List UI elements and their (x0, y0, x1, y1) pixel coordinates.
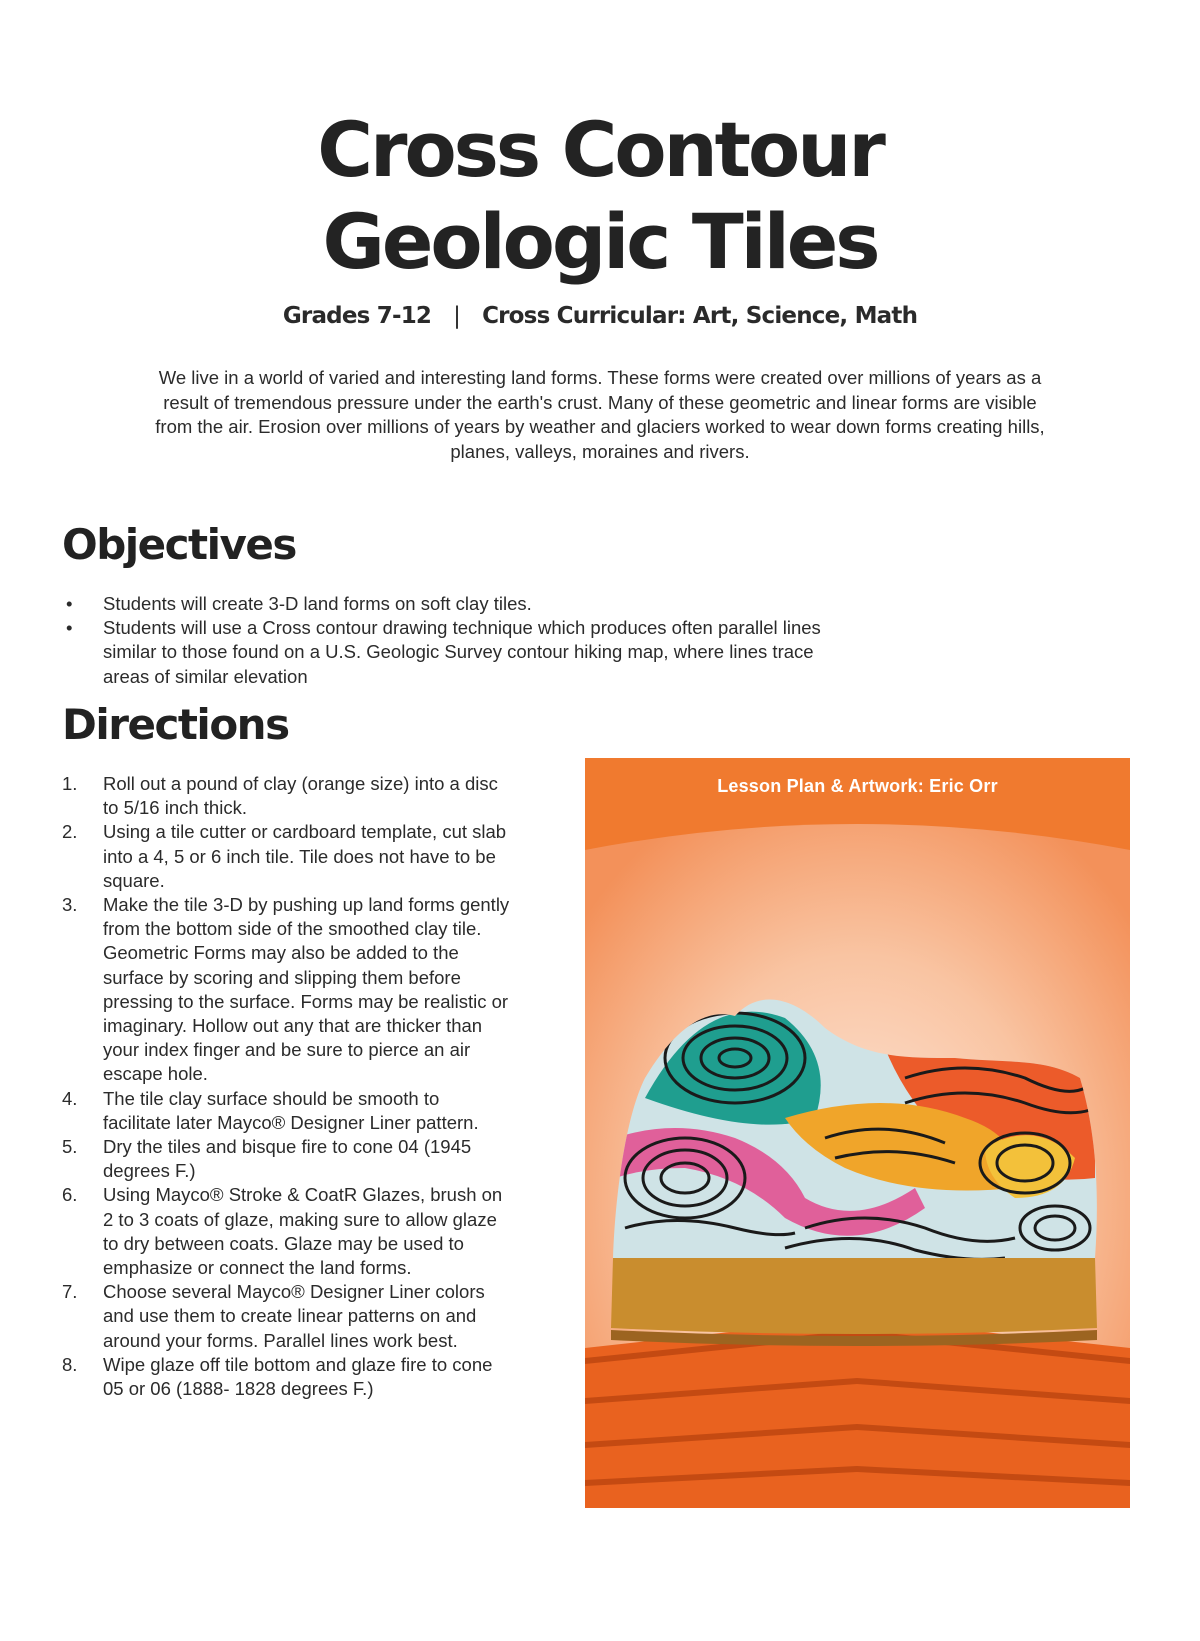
intro-paragraph: We live in a world of varied and interesting land forms. These forms were created over millions of years as a result of tremendous pressure under the earth's crust. Many of these geometric and linear forms are visible from the air. Erosion over millions of years by weather and glaciers worked to wear down forms creating hills, planes, valleys, moraines and rivers. (155, 367, 1045, 462)
artwork-credit: Lesson Plan & Artwork: Eric Orr (717, 776, 998, 796)
curricular-label: Cross Curricular: Art, Science, Math (482, 303, 918, 329)
step-text: Wipe glaze off tile bottom and glaze fire to cone 05 or 06 (1888- 1828 degrees F.) (103, 1353, 493, 1400)
step-text: Make the tile 3-D by pushing up land forms gently from the bottom side of the smoothed clay tile. Geometric Forms may also be added to the surface by scoring and slipping them before pressing to the surface. Forms may be realistic or imaginary. Hollow out any that are thicker than your index finger and be sure to pierce an air escape hole. (103, 894, 510, 1085)
step-number: 4. (62, 1087, 78, 1109)
pedestal (585, 1318, 1130, 1508)
step-number: 2. (62, 821, 78, 843)
step-number: 7. (62, 1281, 78, 1303)
objective-item (62, 616, 862, 689)
title-line-2: Geologic Tiles (322, 197, 878, 286)
step-text: Using Mayco® Stroke & CoatR Glazes, brush on 2 to 3 coats of glaze, making sure to allow glaze to dry between coats. Glaze may be used to emphasize or connect the land forms. (103, 1184, 503, 1279)
step-number: 8. (62, 1353, 78, 1375)
step-text: Dry the tiles and bisque fire to cone 04 (1945 degrees F.) (103, 1136, 472, 1182)
objective-text: Students will create 3-D land forms on soft clay tiles. (103, 593, 532, 614)
objective-item (62, 592, 862, 616)
step-number: 3. (62, 894, 78, 916)
step-text: Using a tile cutter or cardboard template, cut slab into a 4, 5 or 6 inch tile. Tile does not have to be square. (103, 821, 507, 891)
step-text: Roll out a pound of clay (orange size) into a disc to 5/16 inch thick. (103, 773, 498, 819)
grades-label: Grades 7-12 (282, 303, 432, 329)
direction-item (62, 1135, 512, 1183)
artwork-photo (585, 758, 1130, 1508)
tile-illustration (585, 758, 1130, 1508)
subtitle-separator: | (453, 303, 461, 329)
objectives-heading: Objectives (62, 520, 296, 569)
direction-item (62, 772, 512, 820)
subtitle (0, 303, 1200, 329)
step-text: Choose several Mayco® Designer Liner colors and use them to create linear patterns on and around your forms. Parallel lines work best. (103, 1281, 485, 1351)
direction-item (62, 893, 512, 1087)
direction-item (62, 1087, 512, 1135)
directions-heading: Directions (62, 700, 289, 749)
step-number: 6. (62, 1184, 78, 1206)
step-number: 1. (62, 773, 78, 794)
step-text: The tile clay surface should be smooth to facilitate later Mayco® Designer Liner pattern. (103, 1087, 479, 1133)
directions-list (62, 772, 512, 1401)
page-title (0, 104, 1200, 288)
objectives-list (62, 592, 862, 689)
objective-text: Students will use a Cross contour drawing technique which produces often parallel lines similar to those found on a U.S. Geologic Survey contour hiking map, where lines trace areas of similar elevation (103, 617, 821, 687)
step-number: 5. (62, 1136, 78, 1158)
direction-item (62, 1353, 512, 1401)
bullet-icon: • (66, 617, 73, 639)
title-line-1: Cross Contour (317, 105, 883, 194)
direction-item (62, 820, 512, 893)
direction-item (62, 1183, 512, 1280)
direction-item (62, 1280, 512, 1353)
bullet-icon: • (66, 593, 73, 614)
